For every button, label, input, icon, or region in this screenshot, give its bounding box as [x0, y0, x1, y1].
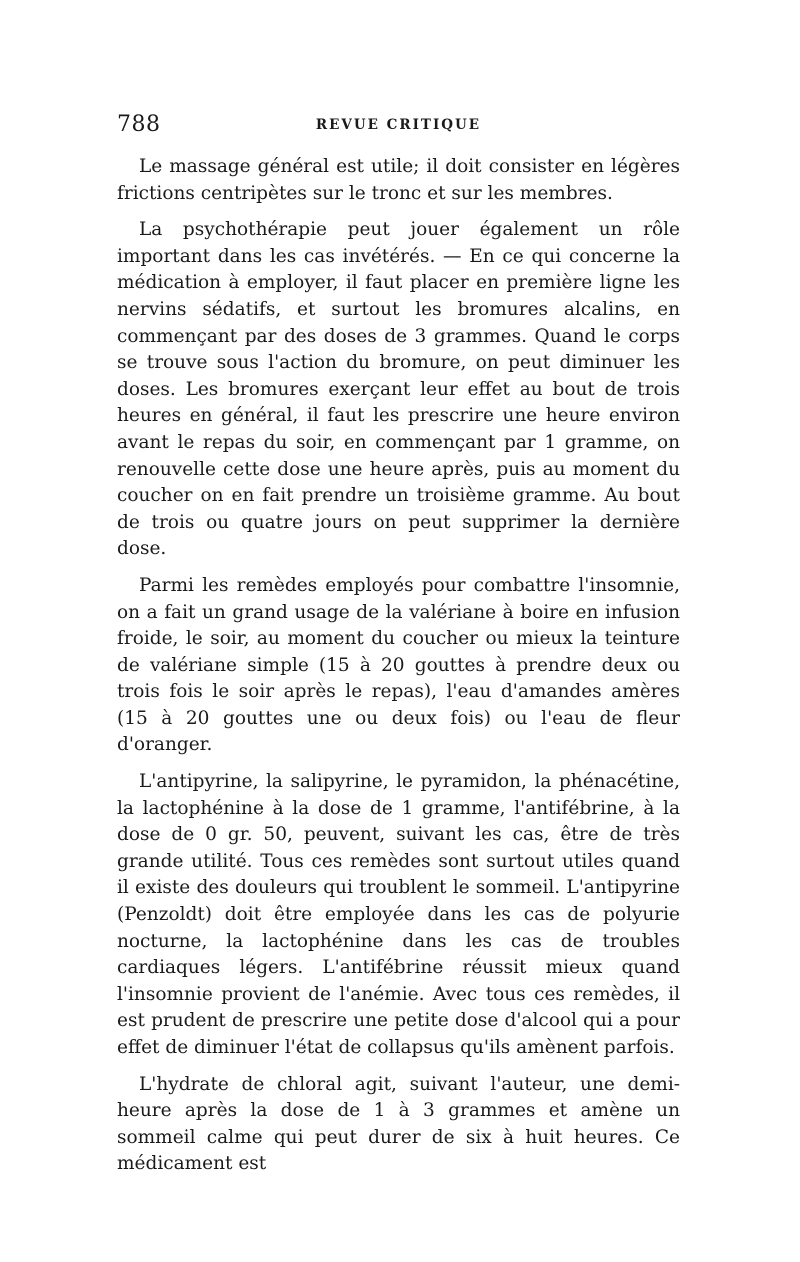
paragraph-antipyrine: L'antipyrine, la salipyrine, le pyramidon, la phénacétine, la lactophénine à la dose de 1 gramme, l'antifébrine, à la dose de 0 gr. 50, peuvent, suivant les cas, être de très grande utilité. Tous ces remèdes sont surtout utiles quand il existe des douleurs qui troublent le sommeil. L'antipyrine (Penzoldt) doit être employée dans les cas de polyurie nocturne, la lactophénine dans les cas de troubles cardiaques légers. L'antifébrine réussit mieux quand l'insomnie provient de l'anémie. Avec tous ces remèdes, il est prudent de prescrire une petite dose d'alcool qui a pour effet de diminuer l'état de collapsus qu'ils amènent parfois. [117, 771, 680, 1058]
running-head [117, 112, 680, 142]
book-page [117, 112, 680, 1188]
paragraph-chloral: L'hydrate de chloral agit, suivant l'auteur, une demi-heure après la dose de 1 à 3 grammes et amène un sommeil calme qui peut durer de six à huit heures. Ce médicament est [117, 1073, 680, 1175]
paragraph-massage: Le massage général est utile; il doit consister en légères frictions centripètes sur le tronc et sur les membres. [117, 156, 680, 204]
body-text [117, 154, 680, 1178]
running-title: REVUE CRITIQUE [315, 117, 482, 133]
paragraph-insomnie-remedes: Parmi les remèdes employés pour combattre l'insomnie, on a fait un grand usage de la valériane à boire en infusion froide, le soir, au moment du coucher ou mieux la teinture de valériane simple (15 à 20 gouttes à prendre deux ou trois fois le soir après le repas), l'eau d'amandes amères (15 à 20 gouttes une ou deux fois) ou l'eau de fleur d'oranger. [117, 574, 680, 756]
paragraph-psychotherapie: La psychothérapie peut jouer également un rôle important dans les cas invétérés. — En ce qui concerne la médication à employer, il faut placer en première ligne les nervins sédatifs, et surtout les bromures alcalins, en commençant par des doses de 3 grammes. Quand le corps se trouve sous l'action du bromure, on peut diminuer les doses. Les bromures exerçant leur effet au bout de trois heures en général, il faut les prescrire une heure environ avant le repas du soir, en commençant par 1 gramme, on renouvelle cette dose une heure après, puis au moment du coucher on en fait prendre un troisième gramme. Au bout de trois ou quatre jours on peut supprimer la dernière dose. [117, 219, 680, 560]
page-number: 788 [117, 112, 161, 137]
